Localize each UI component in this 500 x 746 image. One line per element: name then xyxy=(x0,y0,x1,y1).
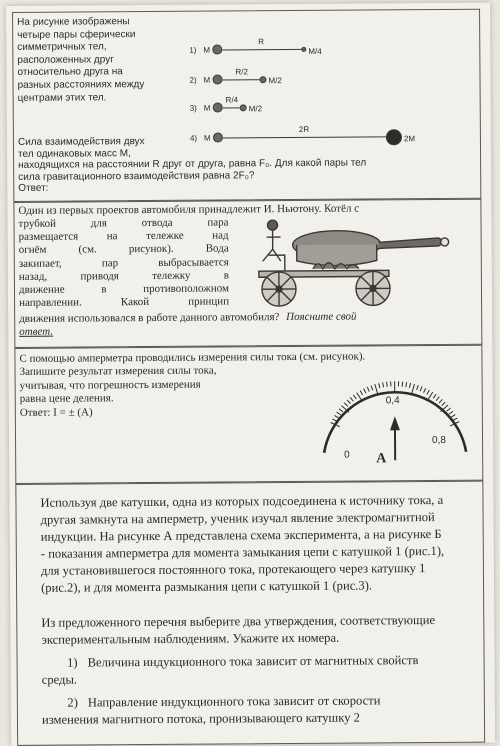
scale-tick xyxy=(344,403,348,407)
task1-intro: На рисунке изображены четыре пары сферически симметричных тел, расположенных друг относительно друга на разных расстояниях между центрами этих тел. xyxy=(17,16,145,104)
task2-last-line: движения использовался в работе данного автомобиля? Поясните свой xyxy=(19,310,357,325)
scale-tick xyxy=(439,399,442,403)
scale-tick xyxy=(375,384,378,394)
mass-ball-small xyxy=(301,47,306,52)
task2-body: трубкой для отвода пара размещается на тележке над огнём (см. рисунок). Вода закипает, пар выбрасывается назад, приводя тележку в движение в противоположном направлении. Какой принцип xyxy=(18,216,230,310)
mass-ball-small xyxy=(259,76,266,83)
scale-tick xyxy=(433,394,436,398)
pair-4-diagram: 4) M 2R 2M xyxy=(13,10,479,13)
distance-line xyxy=(223,107,241,108)
mass-ball xyxy=(212,74,222,84)
distance-line xyxy=(223,79,261,80)
scale-tick xyxy=(339,409,343,412)
pair-3-diagram: 3) M R/4 M/2 xyxy=(189,95,263,114)
scale-tick xyxy=(427,390,429,394)
scale-tick xyxy=(353,395,356,399)
scale-tick xyxy=(357,393,362,401)
task4-instructions: Из предложенного перечня выберите два утверждения, соответствующие экспериментальным наблюдениям. Укажите их номера. xyxy=(41,613,436,647)
scale-tick xyxy=(350,397,353,401)
scale-tick xyxy=(371,385,373,390)
steam-car-illustration xyxy=(238,214,451,309)
task-ammeter xyxy=(14,345,483,484)
scale-tick xyxy=(436,397,439,401)
scale-tick xyxy=(417,385,419,390)
scale-tick xyxy=(409,383,410,388)
scale-tick xyxy=(347,400,350,404)
task-induction xyxy=(15,481,485,746)
scale-tick xyxy=(334,415,338,418)
scale-tick xyxy=(387,382,388,387)
mass-ball-small xyxy=(240,104,247,111)
pair-2-diagram: 2) M R/2 M/2 xyxy=(189,67,282,86)
ammeter-gauge: 0,4 0 0,8 A xyxy=(316,374,475,475)
task4-body: Используя две катушки, одна из которых подсоединена к источнику тока, а другая замкнута на амперметр, ученик изучал явление электромагнитной индукции. На рисунке А представлена схема эксперимента, а на рисунке Б - показания амперметра для момента замыкания цепи с катушкой 1 (рис.1), для установившегося постоянного тока, протекающего через катушку 1 (рис.2), и для момента размыкания цепи с катушкой 1 (рис.3). xyxy=(40,492,445,595)
option-1: 1) Величина индукционного тока зависит от магнитных свойств среды. xyxy=(41,653,419,687)
scale-tick xyxy=(420,387,422,392)
scale-tick xyxy=(332,419,336,421)
scale-tick xyxy=(453,418,457,420)
scale-tick xyxy=(402,382,403,387)
scale-tick xyxy=(367,387,369,392)
scale-tick xyxy=(447,408,451,411)
option-2: 2) Направление индукционного тока зависит от скорости изменения магнитного потока, пронизывающего катушку 2 xyxy=(41,693,381,727)
scale-tick xyxy=(337,412,341,415)
scale-tick xyxy=(412,384,415,394)
mass-ball xyxy=(213,102,223,112)
scale-tick xyxy=(379,383,380,388)
task3-body: С помощью амперметра проводились измерения силы тока (см. рисунок). Запишите результат измерения силы тока, учитывая, что погрешность измерения равна цене деления. Ответ: I = ± (А) xyxy=(19,350,459,420)
scale-tick xyxy=(406,382,407,387)
task-newton-car: Один из первых проектов автомобиля принадлежит И. Ньютону. Котёл с трубкой для отвода пара размещается на тележке над огнём (см. рисунок). Вода закипает, пар выбрасывается назад, приводя тележку в движение в противоположном направлении. Какой принцип движения использовался в работе данного автомобиля? Поясните свой ответ. xyxy=(13,199,482,348)
scale-tick xyxy=(449,411,453,414)
scale-tick xyxy=(451,415,455,418)
scale-tick xyxy=(442,402,446,406)
pair-1-diagram: 1) M R M/4 xyxy=(189,37,322,56)
scale-tick xyxy=(383,382,384,387)
answer-label: Ответ: xyxy=(18,183,49,195)
ammeter-scale xyxy=(316,374,475,475)
task-gravity xyxy=(12,9,481,202)
worksheet xyxy=(6,3,495,746)
scale-tick xyxy=(364,389,366,394)
distance-line xyxy=(222,49,302,51)
answer-line: Ответ: I = ± (А) xyxy=(19,406,93,419)
scale-tick xyxy=(427,392,432,400)
task1-question: Сила взаимодействия двух тел одинаковых масс M, находящихся на расстоянии R друг от друга, равна F₀. Для какой пары тел сила гравитационного взаимодействия равна 2F₀? Ответ: xyxy=(18,134,484,195)
scale-tick xyxy=(424,388,426,393)
scale-tick xyxy=(360,391,362,395)
mass-ball xyxy=(212,44,222,54)
